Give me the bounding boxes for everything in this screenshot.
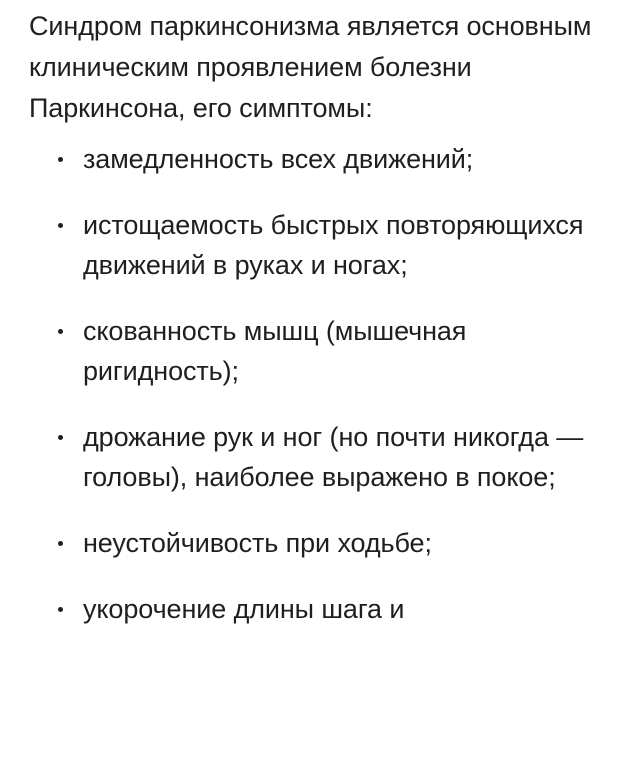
intro-paragraph: Синдром паркинсонизма является основным клиническим проявлением болезни Паркинсона, его симптомы: <box>29 11 592 123</box>
list-item <box>29 311 619 391</box>
list-item <box>29 523 619 563</box>
article-body <box>29 6 619 655</box>
symptom-text: неустойчивость при ходьбе; <box>83 528 432 558</box>
symptom-text: замедленность всех движений; <box>83 144 474 174</box>
list-item <box>29 205 619 285</box>
bullet-icon <box>58 205 68 245</box>
symptom-text: скованность мышц (мышечная ригидность); <box>83 316 467 386</box>
symptom-text: дрожание рук и ног (но почти никогда — головы), наиболее выражено в покое; <box>83 422 584 492</box>
symptoms-list <box>29 139 619 629</box>
list-item <box>29 417 619 497</box>
symptom-text: укорочение длины шага и <box>83 594 405 624</box>
list-item <box>29 139 619 179</box>
symptom-text: истощаемость быстрых повторяющихся движений в руках и ногах; <box>83 210 584 280</box>
list-item <box>29 589 619 629</box>
bullet-icon <box>58 523 68 563</box>
bullet-icon <box>58 311 68 351</box>
bullet-icon <box>58 417 68 457</box>
bullet-icon <box>58 589 68 629</box>
bullet-icon <box>58 139 68 179</box>
